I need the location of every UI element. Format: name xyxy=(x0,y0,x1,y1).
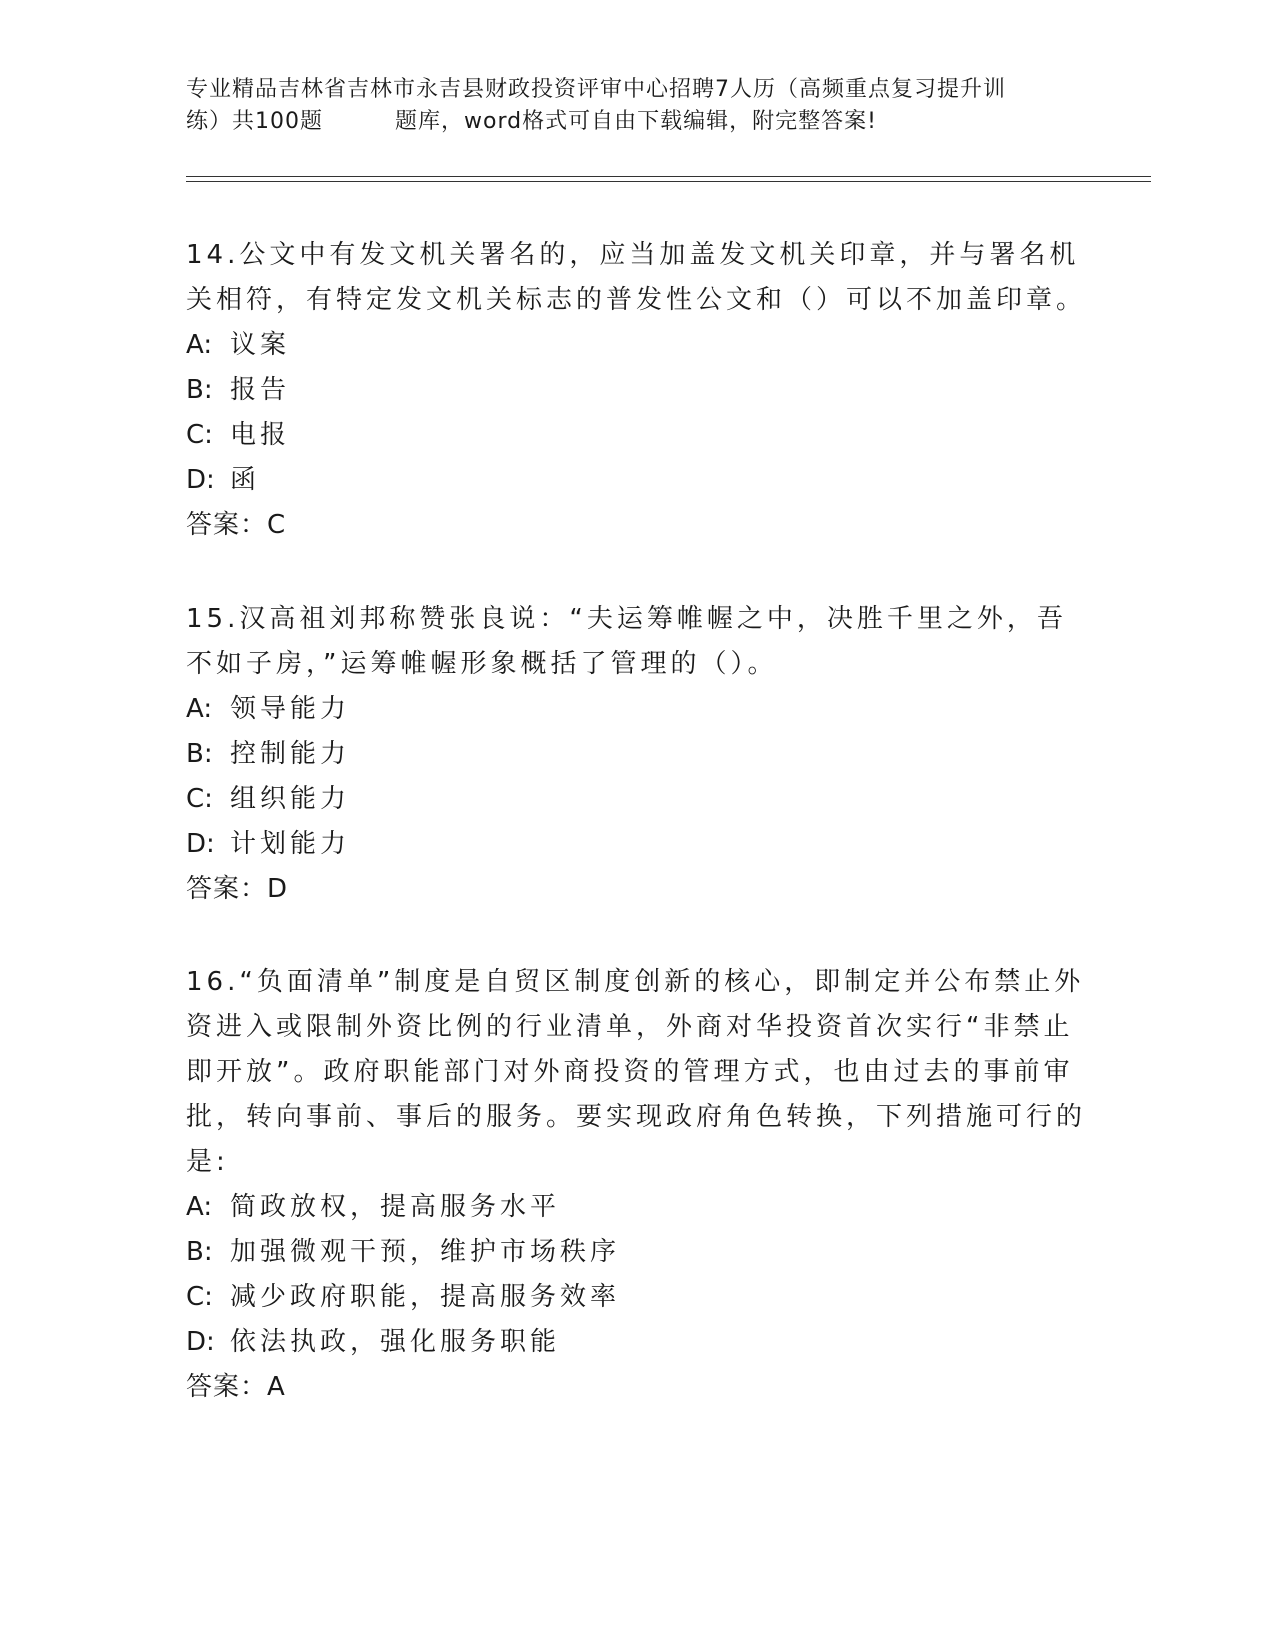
question-15 xyxy=(186,597,1086,912)
option-text: 函 xyxy=(230,465,261,495)
document-header xyxy=(186,74,1086,138)
option-key: D: xyxy=(186,465,215,495)
header-line-1: 专业精品吉林省吉林市永吉县财政投资评审中心招聘7人历（高频重点复习提升训 xyxy=(186,77,1006,102)
option-a xyxy=(186,323,1086,368)
question-16 xyxy=(186,960,1086,1410)
option-text: 计划能力 xyxy=(230,829,351,859)
header-line-2-left: 练）共100题 xyxy=(186,109,323,134)
option-key: D: xyxy=(186,1327,215,1357)
option-c xyxy=(186,1275,1086,1320)
option-text: 议案 xyxy=(230,330,291,360)
option-text: 控制能力 xyxy=(230,739,351,769)
answer: 答案：C xyxy=(186,510,287,540)
option-key: C: xyxy=(186,784,213,814)
option-text: 报告 xyxy=(230,375,291,405)
header-line-2 xyxy=(186,106,1086,138)
option-d xyxy=(186,458,1086,503)
header-divider-top xyxy=(186,176,1151,177)
option-c xyxy=(186,413,1086,458)
option-b xyxy=(186,732,1086,777)
option-b xyxy=(186,368,1086,413)
question-text: 15.汉高祖刘邦称赞张良说：“夫运筹帷幄之中，决胜千里之外，吾不如子房，”运筹帷幄形象概括了管理的（）。 xyxy=(186,604,1067,679)
question-text: 16.“负面清单”制度是自贸区制度创新的核心，即制定并公布禁止外资进入或限制外资比例的行业清单，外商对华投资首次实行“非禁止即开放”。政府职能部门对外商投资的管理方式，也由过去的事前审批，转向事前、事后的服务。要实现政府角色转换，下列措施可行的是: xyxy=(186,967,1087,1177)
option-key: A: xyxy=(186,1192,213,1222)
option-c xyxy=(186,777,1086,822)
option-key: A: xyxy=(186,330,213,360)
option-text: 加强微观干预，维护市场秩序 xyxy=(230,1237,621,1267)
answer: 答案：D xyxy=(186,874,289,904)
question-14 xyxy=(186,233,1086,548)
option-a xyxy=(186,1185,1086,1230)
option-text: 减少政府职能，提高服务效率 xyxy=(230,1282,621,1312)
option-key: B: xyxy=(186,739,213,769)
option-key: A: xyxy=(186,694,213,724)
option-d xyxy=(186,1320,1086,1365)
option-d xyxy=(186,822,1086,867)
option-key: B: xyxy=(186,375,213,405)
option-b xyxy=(186,1230,1086,1275)
header-divider-bottom xyxy=(186,181,1151,182)
option-key: C: xyxy=(186,420,213,450)
option-text: 组织能力 xyxy=(230,784,351,814)
option-text: 依法执政，强化服务职能 xyxy=(230,1327,561,1357)
option-key: C: xyxy=(186,1282,213,1312)
option-text: 领导能力 xyxy=(230,694,351,724)
option-text: 简政放权，提高服务水平 xyxy=(230,1192,561,1222)
question-text: 14.公文中有发文机关署名的，应当加盖发文机关印章，并与署名机关相符，有特定发文机关标志的普发性公文和（）可以不加盖印章。 xyxy=(186,240,1087,315)
header-line-2-right: 题库，word格式可自由下载编辑，附完整答案! xyxy=(395,109,877,134)
option-key: D: xyxy=(186,829,215,859)
option-key: B: xyxy=(186,1237,213,1267)
answer: 答案：A xyxy=(186,1372,286,1402)
option-a xyxy=(186,687,1086,732)
option-text: 电报 xyxy=(230,420,291,450)
